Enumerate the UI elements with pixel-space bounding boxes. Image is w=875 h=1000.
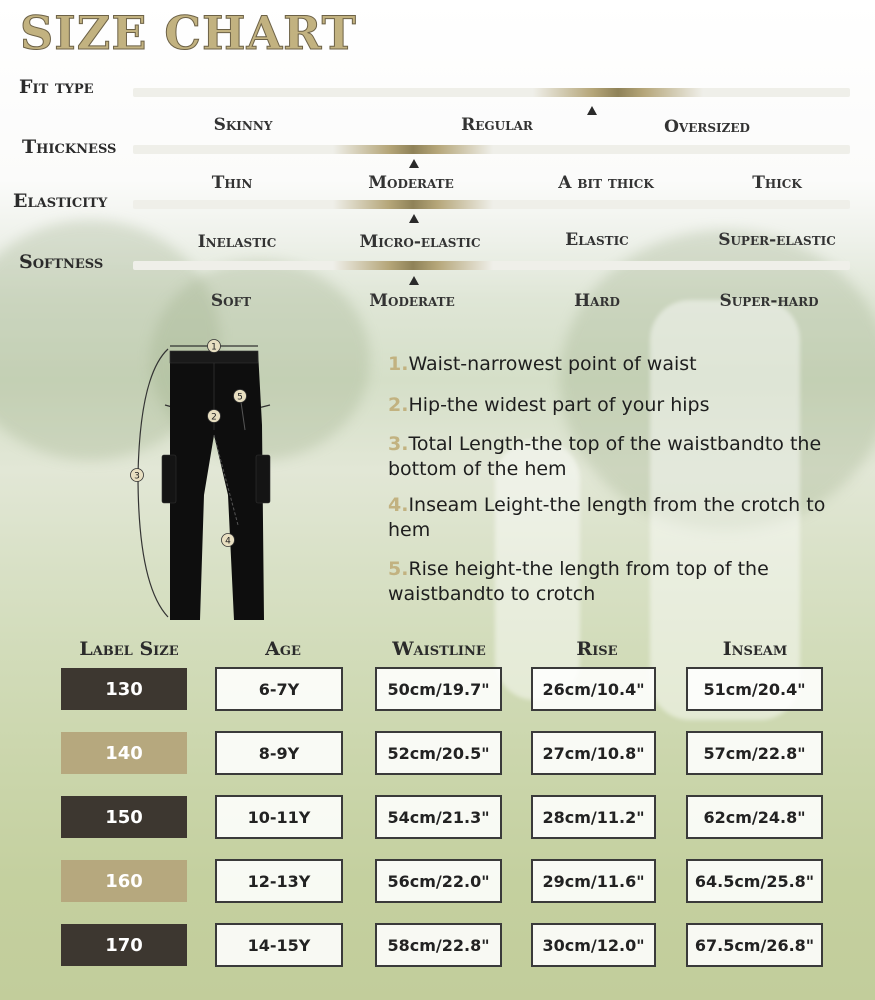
thickness-track	[133, 145, 850, 154]
measurement-2: 2.Hip-the widest part of your hips	[388, 394, 710, 416]
table-cell-rise: 28cm/11.2"	[531, 795, 656, 839]
thickness-option: A bit thick	[558, 173, 654, 193]
pants-diagram	[130, 335, 290, 625]
table-cell-waistline: 56cm/22.0"	[375, 859, 502, 903]
elasticity-option-selected: Micro-elastic	[359, 232, 481, 252]
elasticity-option: Elastic	[565, 230, 629, 250]
marker-3	[131, 469, 144, 482]
table-cell-inseam: 67.5cm/26.8"	[686, 923, 823, 967]
header-rise: Rise	[576, 638, 618, 660]
header-inseam: Inseam	[722, 638, 788, 660]
table-cell-rise: 26cm/10.4"	[531, 667, 656, 711]
marker-5	[234, 390, 247, 403]
measurement-5: 5.Rise height-the length from top of the waistbandto to crotch	[388, 558, 769, 605]
table-cell-waistline: 58cm/22.8"	[375, 923, 502, 967]
elasticity-option: Inelastic	[197, 232, 277, 252]
fit-type-option: Oversized	[664, 117, 750, 137]
table-cell-rise: 29cm/11.6"	[531, 859, 656, 903]
table-cell-rise: 27cm/10.8"	[531, 731, 656, 775]
softness-track	[133, 261, 850, 270]
svg-text:2: 2	[211, 412, 217, 423]
svg-text:3: 3	[134, 471, 140, 482]
marker-1	[208, 340, 221, 353]
size-140: 140	[61, 732, 187, 774]
table-cell-waistline: 50cm/19.7"	[375, 667, 502, 711]
header-label-size: Label Size	[79, 638, 179, 660]
table-cell-age: 6-7Y	[215, 667, 343, 711]
elasticity-marker	[409, 214, 419, 223]
fit-type-marker	[587, 106, 597, 115]
measurement-4: 4.Inseam Leight-the length from the crotch to hem	[388, 494, 826, 541]
softness-option: Hard	[574, 291, 620, 311]
softness-option-selected: Moderate	[369, 291, 455, 311]
table-cell-inseam: 64.5cm/25.8"	[686, 859, 823, 903]
table-cell-waistline: 52cm/20.5"	[375, 731, 502, 775]
elasticity-track	[133, 200, 850, 209]
thickness-option: Thick	[752, 173, 802, 193]
table-cell-age: 12-13Y	[215, 859, 343, 903]
thickness-label: Thickness	[22, 136, 117, 158]
size-150: 150	[61, 796, 187, 838]
softness-marker	[409, 276, 419, 285]
measurement-1: 1.Waist-narrowest point of waist	[388, 353, 697, 375]
fit-type-option: Skinny	[213, 115, 273, 135]
elasticity-label: Elasticity	[13, 190, 108, 212]
table-cell-inseam: 57cm/22.8"	[686, 731, 823, 775]
fit-type-track	[133, 88, 850, 97]
page-title: SIZE CHART	[20, 6, 357, 60]
softness-option: Super-hard	[719, 291, 819, 311]
header-waistline: Waistline	[392, 638, 486, 660]
table-cell-age: 10-11Y	[215, 795, 343, 839]
fit-type-option-selected: Regular	[461, 115, 533, 135]
size-170: 170	[61, 924, 187, 966]
table-cell-inseam: 62cm/24.8"	[686, 795, 823, 839]
elasticity-option: Super-elastic	[718, 230, 836, 250]
svg-text:5: 5	[237, 392, 243, 403]
thickness-option-selected: Moderate	[368, 173, 454, 193]
size-160: 160	[61, 860, 187, 902]
marker-4	[222, 534, 235, 547]
thickness-marker	[409, 159, 419, 168]
table-cell-inseam: 51cm/20.4"	[686, 667, 823, 711]
header-age: Age	[265, 638, 301, 660]
svg-text:1: 1	[211, 342, 217, 353]
softness-label: Softness	[19, 251, 104, 273]
table-cell-age: 14-15Y	[215, 923, 343, 967]
fit-type-label: Fit type	[19, 76, 94, 98]
table-cell-rise: 30cm/12.0"	[531, 923, 656, 967]
softness-option: Soft	[210, 291, 252, 311]
thickness-option: Thin	[211, 173, 253, 193]
table-cell-waistline: 54cm/21.3"	[375, 795, 502, 839]
marker-2	[208, 410, 221, 423]
size-130: 130	[61, 668, 187, 710]
svg-text:4: 4	[225, 536, 231, 547]
measurement-3: 3.Total Length-the top of the waistbandto the bottom of the hem	[388, 433, 822, 480]
table-cell-age: 8-9Y	[215, 731, 343, 775]
